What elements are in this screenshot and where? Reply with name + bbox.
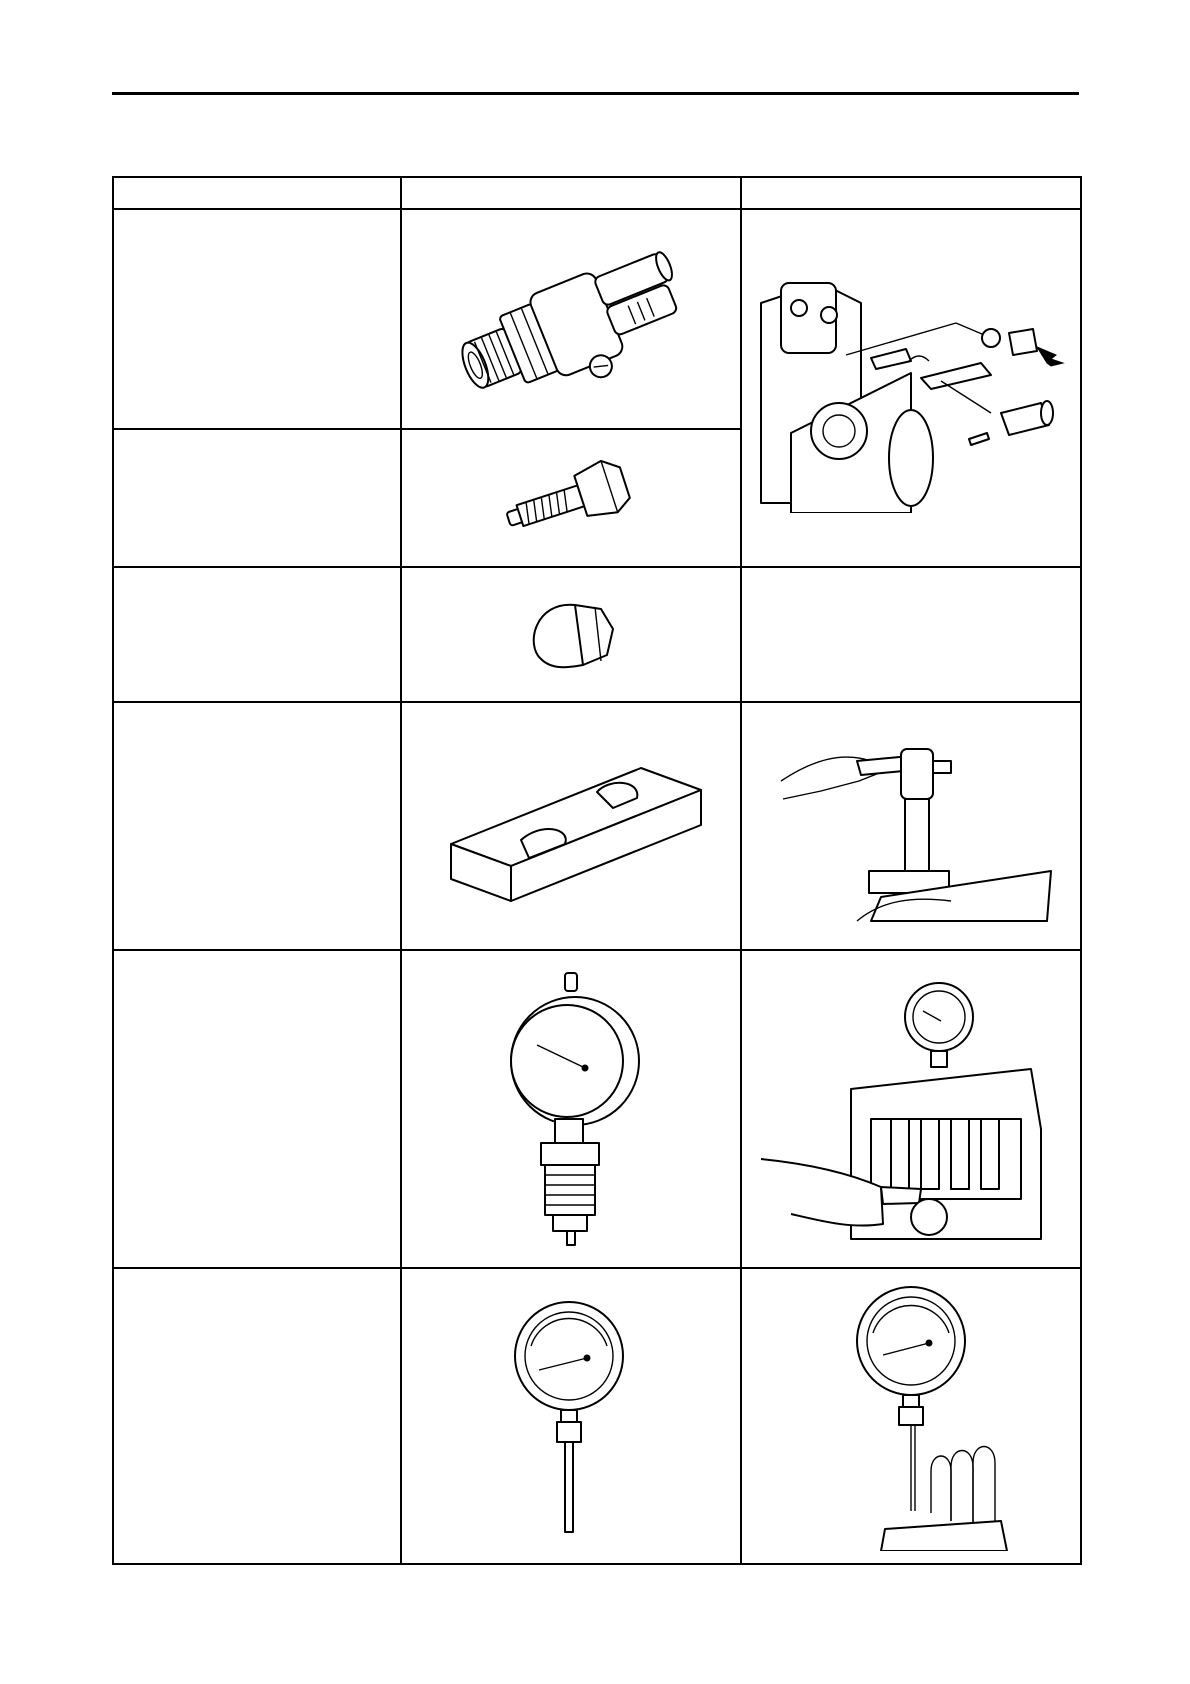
table-row [113, 567, 1081, 702]
usage-illustration-cell [741, 1268, 1081, 1564]
dial-gauge-usage-illustration [751, 959, 1071, 1259]
usage-illustration-cell [741, 209, 1081, 567]
table-row [113, 209, 1081, 429]
dial-gauge-adapter-icon [471, 969, 671, 1249]
fork-plate-icon [431, 726, 711, 926]
stop-bolt-icon [491, 448, 651, 548]
tool-name-cell [113, 567, 401, 702]
table-row [113, 1268, 1081, 1564]
tool-illustration-cell [401, 950, 741, 1268]
column-header-tool-name [113, 177, 401, 209]
fork-plate-usage-illustration [761, 721, 1061, 931]
tool-illustration-cell [401, 702, 741, 950]
column-header-illustration [401, 177, 741, 209]
tool-name-cell [113, 209, 401, 429]
tool-illustration-cell [401, 429, 741, 567]
tool-name-cell [113, 702, 401, 950]
tool-name-cell [113, 429, 401, 567]
table-row [113, 950, 1081, 1268]
usage-illustration-cell [741, 702, 1081, 950]
tool-name-cell [113, 950, 401, 1268]
pump-adapter-icon [441, 224, 701, 414]
table-row [113, 702, 1081, 950]
tool-illustration-cell [401, 567, 741, 702]
column-header-usage [741, 177, 1081, 209]
usage-illustration-cell [741, 950, 1081, 1268]
pressure-gauge-usage-illustration [801, 1281, 1021, 1551]
pump-assembly-illustration [751, 263, 1071, 513]
special-tools-table [112, 176, 1082, 1565]
table-header-row [113, 177, 1081, 209]
cap-nut-icon [511, 585, 631, 685]
pressure-gauge-icon [481, 1286, 661, 1546]
tool-illustration-cell [401, 209, 741, 429]
top-rule [112, 92, 1079, 95]
usage-illustration-cell [741, 567, 1081, 702]
tool-name-cell [113, 1268, 401, 1564]
tool-illustration-cell [401, 1268, 741, 1564]
